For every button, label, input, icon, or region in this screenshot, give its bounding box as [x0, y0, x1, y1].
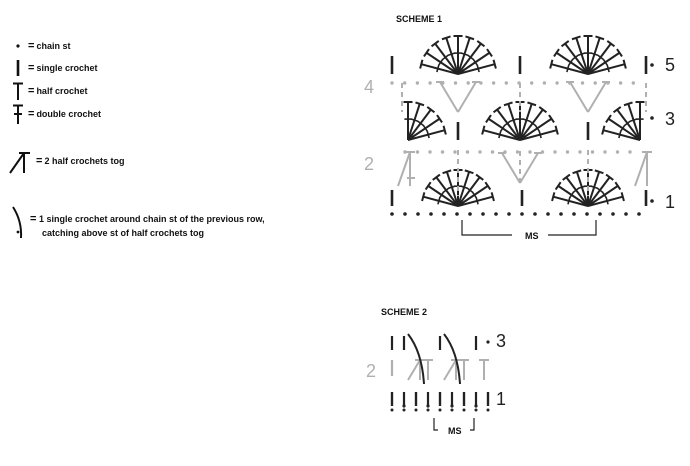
- chain-st-mark: [611, 212, 615, 216]
- fan-row3: [482, 102, 558, 140]
- double-crochet-top: [624, 102, 633, 105]
- equals-sign: =: [28, 40, 35, 52]
- chain-st-mark: [453, 150, 456, 153]
- double-crochet-cross: [437, 65, 439, 72]
- chain-st-mark: [416, 212, 420, 216]
- chain-st-mark: [650, 63, 654, 67]
- chain-st-mark: [487, 409, 490, 412]
- chain-st-mark: [492, 81, 495, 84]
- equals-sign: =: [28, 85, 35, 97]
- double-crochet-top: [482, 126, 484, 135]
- double-crochet-cross: [411, 119, 418, 121]
- scheme1-title: SCHEME 1: [396, 14, 443, 24]
- chain-st-mark: [390, 212, 394, 216]
- chain-st-mark: [566, 150, 569, 153]
- chain-st-mark: [578, 150, 581, 153]
- fan-row5: [550, 36, 626, 74]
- half-crochets-tog-v: [436, 82, 480, 112]
- chain-st-mark: [546, 212, 550, 216]
- scheme2-row-number-1: 1: [496, 389, 507, 409]
- double-crochet-cross: [578, 53, 585, 55]
- double-crochet-cross: [539, 131, 541, 138]
- half-crochets-tog-v: [566, 82, 610, 112]
- chain-st-mark: [572, 212, 576, 216]
- chain-st-mark: [403, 409, 406, 412]
- chain-st-mark: [391, 409, 394, 412]
- equals-sign: =: [36, 155, 43, 167]
- ms-bracket: [434, 418, 438, 430]
- chain-st-mark: [650, 199, 654, 203]
- chain-st-mark: [478, 150, 481, 153]
- double-crochet-top: [442, 36, 451, 39]
- row-number-1: 1: [665, 192, 676, 212]
- chain-st-mark: [429, 212, 433, 216]
- chain-st-mark: [603, 150, 606, 153]
- chain-st-mark: [543, 81, 546, 84]
- equals-sign: =: [28, 108, 35, 120]
- double-crochet-top: [572, 36, 581, 39]
- scheme2-ms-label: MS: [448, 426, 462, 436]
- scheme1-chart: [390, 36, 654, 235]
- double-crochet-top: [415, 102, 424, 105]
- double-crochet-top: [494, 60, 496, 69]
- double-crochet-top: [420, 60, 422, 69]
- double-crochet-cross: [477, 65, 479, 72]
- double-crochet-cross: [438, 197, 440, 204]
- double-crochet-cross: [591, 186, 598, 188]
- double-crochet-top: [595, 170, 604, 173]
- chain-st-mark: [454, 81, 457, 84]
- chain-st-mark: [594, 81, 597, 84]
- ms-bracket: [548, 220, 596, 235]
- double-crochet-cross: [427, 131, 429, 138]
- legend-label: 1 single crochet around chain st of the previous row,: [38, 214, 265, 224]
- fan-row3-half-right: [602, 102, 644, 140]
- chain-st-mark: [466, 150, 469, 153]
- half-crochets-tog-leg: [502, 153, 520, 183]
- double-crochet-top: [622, 192, 624, 201]
- legend-label-cont: catching above st of half crochets tog: [42, 228, 205, 238]
- chain-st-mark: [439, 409, 442, 412]
- scheme2-chart: [391, 334, 490, 430]
- chain-st-mark: [416, 150, 419, 153]
- chain-st-mark: [463, 409, 466, 412]
- double-crochet-cross: [448, 53, 455, 55]
- chain-st-mark: [415, 409, 418, 412]
- double-crochet-cross: [523, 119, 530, 121]
- fan-row5: [420, 36, 496, 74]
- double-crochet-cross: [567, 65, 569, 72]
- chain-st-mark: [650, 116, 654, 120]
- chain-st-mark: [481, 212, 485, 216]
- chain-st-mark: [619, 81, 622, 84]
- double-crochet-top: [624, 60, 626, 69]
- chain-st-mark: [553, 150, 556, 153]
- half-crochets-tog-leg: [520, 153, 538, 183]
- double-crochet-top: [527, 102, 536, 105]
- double-crochet-top: [573, 170, 582, 173]
- double-crochet-top: [504, 102, 513, 105]
- chain-st-mark: [486, 340, 489, 343]
- double-crochet-top: [552, 192, 554, 201]
- double-crochet-cross: [568, 197, 570, 204]
- chain-st-mark: [616, 150, 619, 153]
- chain-st-mark: [451, 409, 454, 412]
- double-crochet-cross: [619, 131, 621, 138]
- double-crochet-cross: [578, 186, 585, 188]
- half-crochets-tog-leg: [444, 360, 456, 380]
- half-crochets-tog-leg: [570, 82, 588, 112]
- double-crochet-cross: [499, 131, 501, 138]
- double-crochet-top: [444, 126, 446, 135]
- half-crochets-tog-leg: [635, 152, 647, 186]
- half-crochets-tog-leg: [458, 82, 476, 112]
- chain-st-mark: [455, 212, 459, 216]
- legend-label: chain st: [36, 41, 71, 51]
- row-number-3: 3: [665, 109, 676, 129]
- row-number-5: 5: [665, 55, 676, 75]
- chain-st-mark: [533, 212, 537, 216]
- chain-st-mark: [585, 212, 589, 216]
- double-crochet-top: [465, 170, 474, 173]
- equals-sign: =: [30, 213, 37, 225]
- double-crochet-cross: [630, 119, 637, 121]
- double-crochet-cross: [448, 186, 455, 188]
- legend-label: double crochet: [36, 109, 101, 119]
- double-crochet-top: [556, 126, 558, 135]
- chain-st-mark: [581, 81, 584, 84]
- chain-st-mark: [403, 212, 407, 216]
- scheme2-row-number-3: 3: [496, 331, 507, 351]
- chain-st-mark: [427, 409, 430, 412]
- chain-st-mark: [628, 150, 631, 153]
- half-crochets-tog-leg: [440, 82, 458, 112]
- chain-st-mark: [637, 212, 641, 216]
- equals-sign: =: [28, 62, 35, 74]
- chain-st-mark: [591, 150, 594, 153]
- chain-st-mark: [624, 212, 628, 216]
- chain-st-mark: [475, 409, 478, 412]
- legend-label: 2 half crochets tog: [44, 156, 125, 166]
- double-crochet-cross: [591, 53, 598, 55]
- chain-st-mark: [559, 212, 563, 216]
- chain-st-mark: [516, 150, 519, 153]
- chain-st-mark: [494, 212, 498, 216]
- row-number-4: 4: [364, 77, 375, 97]
- scheme2-title: SCHEME 2: [381, 307, 428, 317]
- scheme2-row-number-2: 2: [366, 361, 377, 381]
- chain-st-mark: [491, 150, 494, 153]
- half-crochets-tog-leg: [398, 152, 410, 186]
- legend-label: single crochet: [36, 63, 98, 73]
- row-number-2: 2: [364, 154, 375, 174]
- half-crochets-tog-leg: [588, 82, 606, 112]
- fan-row3-half-left: [404, 102, 446, 140]
- double-crochet-cross: [461, 53, 468, 55]
- chain-st-mark: [390, 81, 393, 84]
- ms-bracket: [462, 220, 512, 235]
- chain-st-mark: [632, 81, 635, 84]
- double-crochet-cross: [607, 65, 609, 72]
- chain-st-mark: [507, 212, 511, 216]
- legend-label: half crochet: [36, 86, 88, 96]
- chain-st-mark: [428, 81, 431, 84]
- double-crochet-top: [465, 36, 474, 39]
- double-crochet-top: [443, 170, 452, 173]
- chain-st-mark: [468, 212, 472, 216]
- double-crochet-cross: [510, 119, 517, 121]
- double-crochet-top: [550, 60, 552, 69]
- half-crochets-tog-leg: [408, 360, 420, 380]
- chain-st-mark: [403, 81, 406, 84]
- chain-st-mark: [505, 81, 508, 84]
- double-crochet-top: [602, 126, 604, 135]
- chain-st-mark: [467, 81, 470, 84]
- double-crochet-cross: [476, 197, 478, 204]
- scheme1-ms-label: MS: [525, 231, 539, 241]
- chain-st-mark: [428, 150, 431, 153]
- double-crochet-cross: [606, 197, 608, 204]
- double-crochet-top: [422, 192, 424, 201]
- chain-st-mark: [416, 81, 419, 84]
- chain-st-mark: [442, 212, 446, 216]
- chain-st-mark: [530, 81, 533, 84]
- chain-st-mark: [528, 150, 531, 153]
- ms-bracket: [470, 418, 474, 430]
- chain-st-mark: [520, 212, 524, 216]
- chain-st-mark: [598, 212, 602, 216]
- double-crochet-top: [492, 192, 494, 201]
- chain-st-mark: [441, 150, 444, 153]
- double-crochet-top: [595, 36, 604, 39]
- chain-st-mark: [555, 81, 558, 84]
- double-crochet-cross: [461, 186, 468, 188]
